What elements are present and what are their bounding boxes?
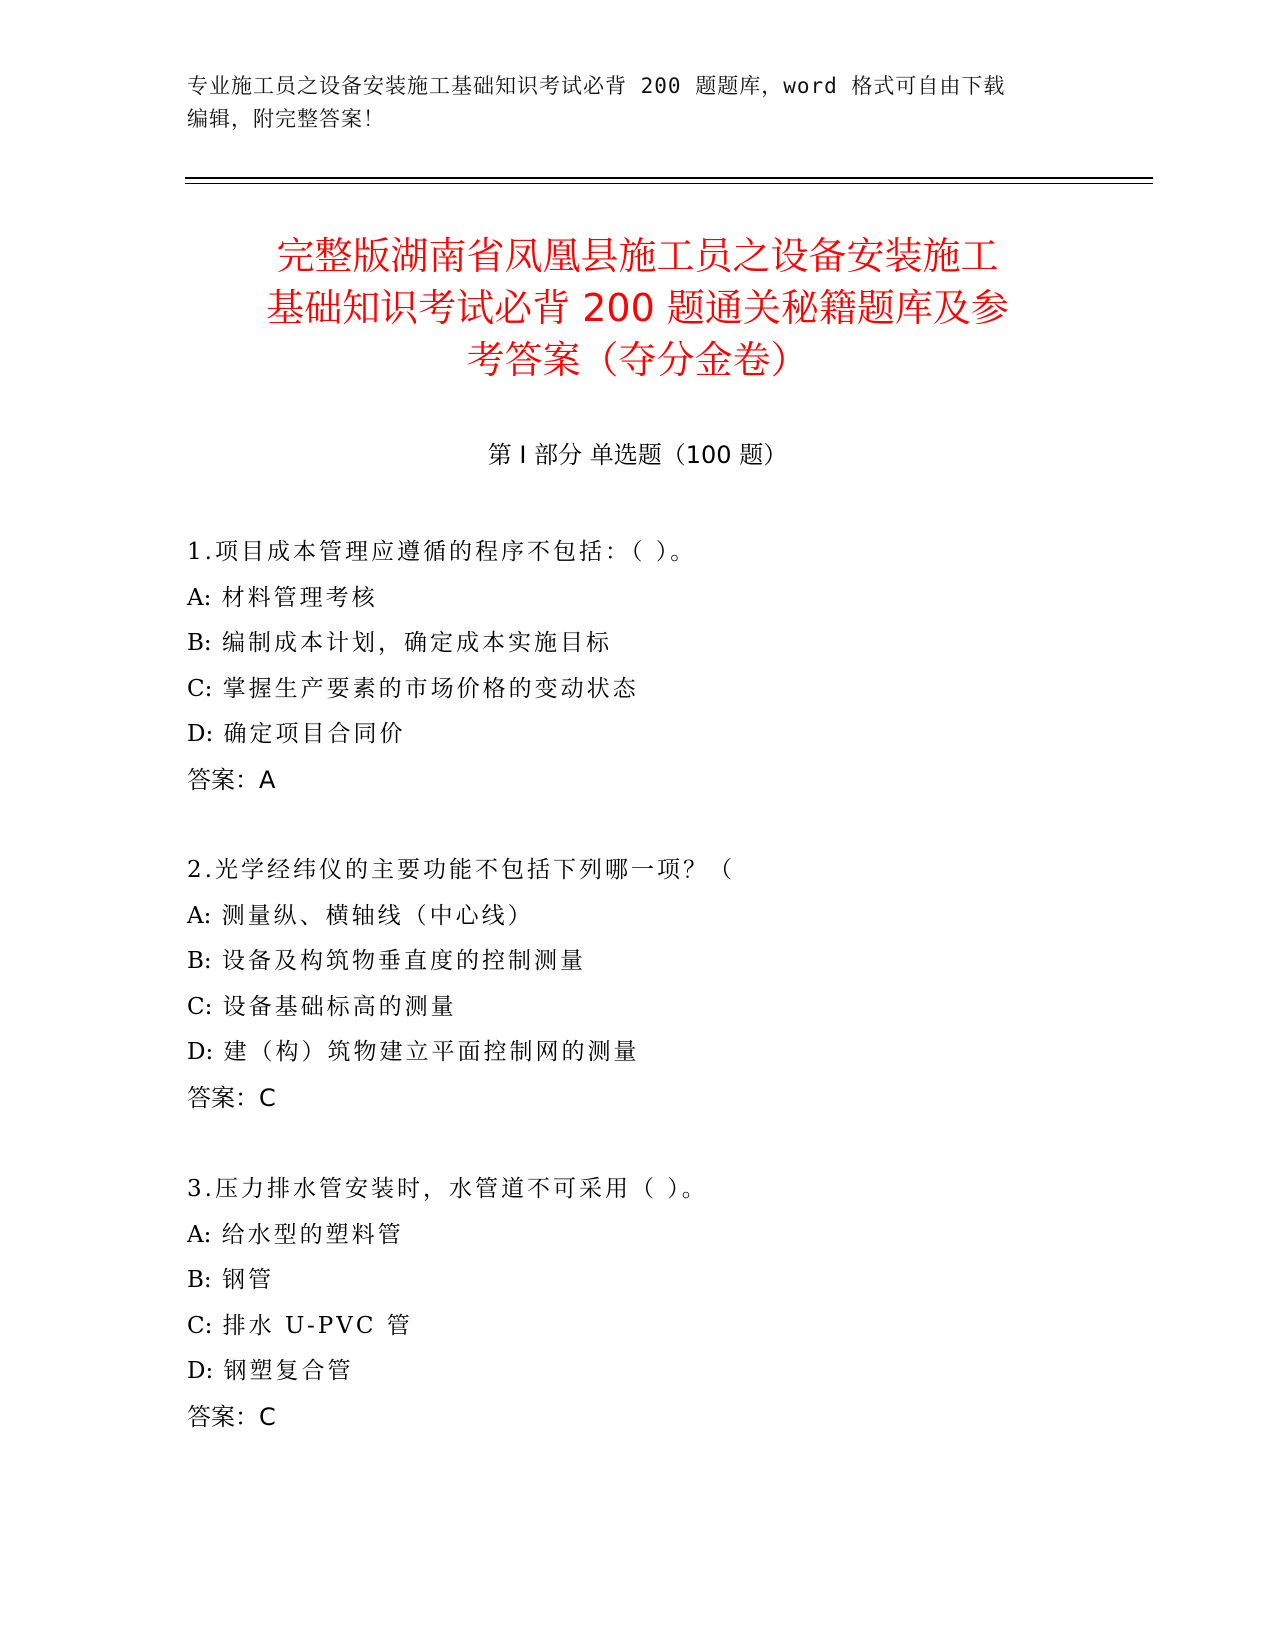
option-b: B: 钢管 xyxy=(187,1267,274,1293)
option-d: D: 钢塑复合管 xyxy=(187,1358,354,1384)
header-note-line-2: 编辑，附完整答案！ xyxy=(187,107,385,131)
option-b: B: 设备及构筑物垂直度的控制测量 xyxy=(187,948,586,974)
question-stem: 3.压力排水管安装时，水管道不可采用（ ）。 xyxy=(187,1176,708,1202)
question-stem: 2.光学经纬仪的主要功能不包括下列哪一项？（ xyxy=(187,857,735,883)
option-b: B: 编制成本计划，确定成本实施目标 xyxy=(187,630,612,656)
answer: 答案：A xyxy=(187,765,276,794)
option-c: C: 掌握生产要素的市场价格的变动状态 xyxy=(187,675,639,702)
option-c: C: 排水 U-PVC 管 xyxy=(187,1312,413,1339)
option-a: A: 给水型的塑料管 xyxy=(187,1221,404,1248)
document-title-line-2: 基础知识考试必背 200 题通关秘籍题库及参 xyxy=(266,286,1009,330)
section-title: 第 I 部分 单选题（100 题） xyxy=(487,441,788,469)
option-d: D: 确定项目合同价 xyxy=(187,721,406,747)
question-stem: 1.项目成本管理应遵循的程序不包括：（ ）。 xyxy=(187,539,697,565)
option-a: A: 材料管理考核 xyxy=(187,584,378,611)
question-1 xyxy=(187,530,1087,803)
header-rule-thick xyxy=(185,177,1153,179)
document-title-line-3: 考答案（夺分金卷） xyxy=(466,338,809,382)
option-c: C: 设备基础标高的测量 xyxy=(187,993,457,1020)
option-d: D: 建（构）筑物建立平面控制网的测量 xyxy=(187,1039,640,1065)
document-title xyxy=(175,230,1100,386)
document-title-line-1: 完整版湖南省凤凰县施工员之设备安装施工 xyxy=(276,234,999,278)
answer: 答案：C xyxy=(187,1083,276,1112)
header-rule-thin xyxy=(185,183,1153,184)
option-a: A: 测量纵、横轴线（中心线） xyxy=(187,902,534,929)
question-3 xyxy=(187,1167,1087,1440)
header-note-line-1: 专业施工员之设备安装施工基础知识考试必背 200 题题库，word 格式可自由下载 xyxy=(187,74,1006,98)
question-2 xyxy=(187,848,1087,1121)
header-note xyxy=(187,70,1087,136)
answer: 答案：C xyxy=(187,1402,276,1431)
